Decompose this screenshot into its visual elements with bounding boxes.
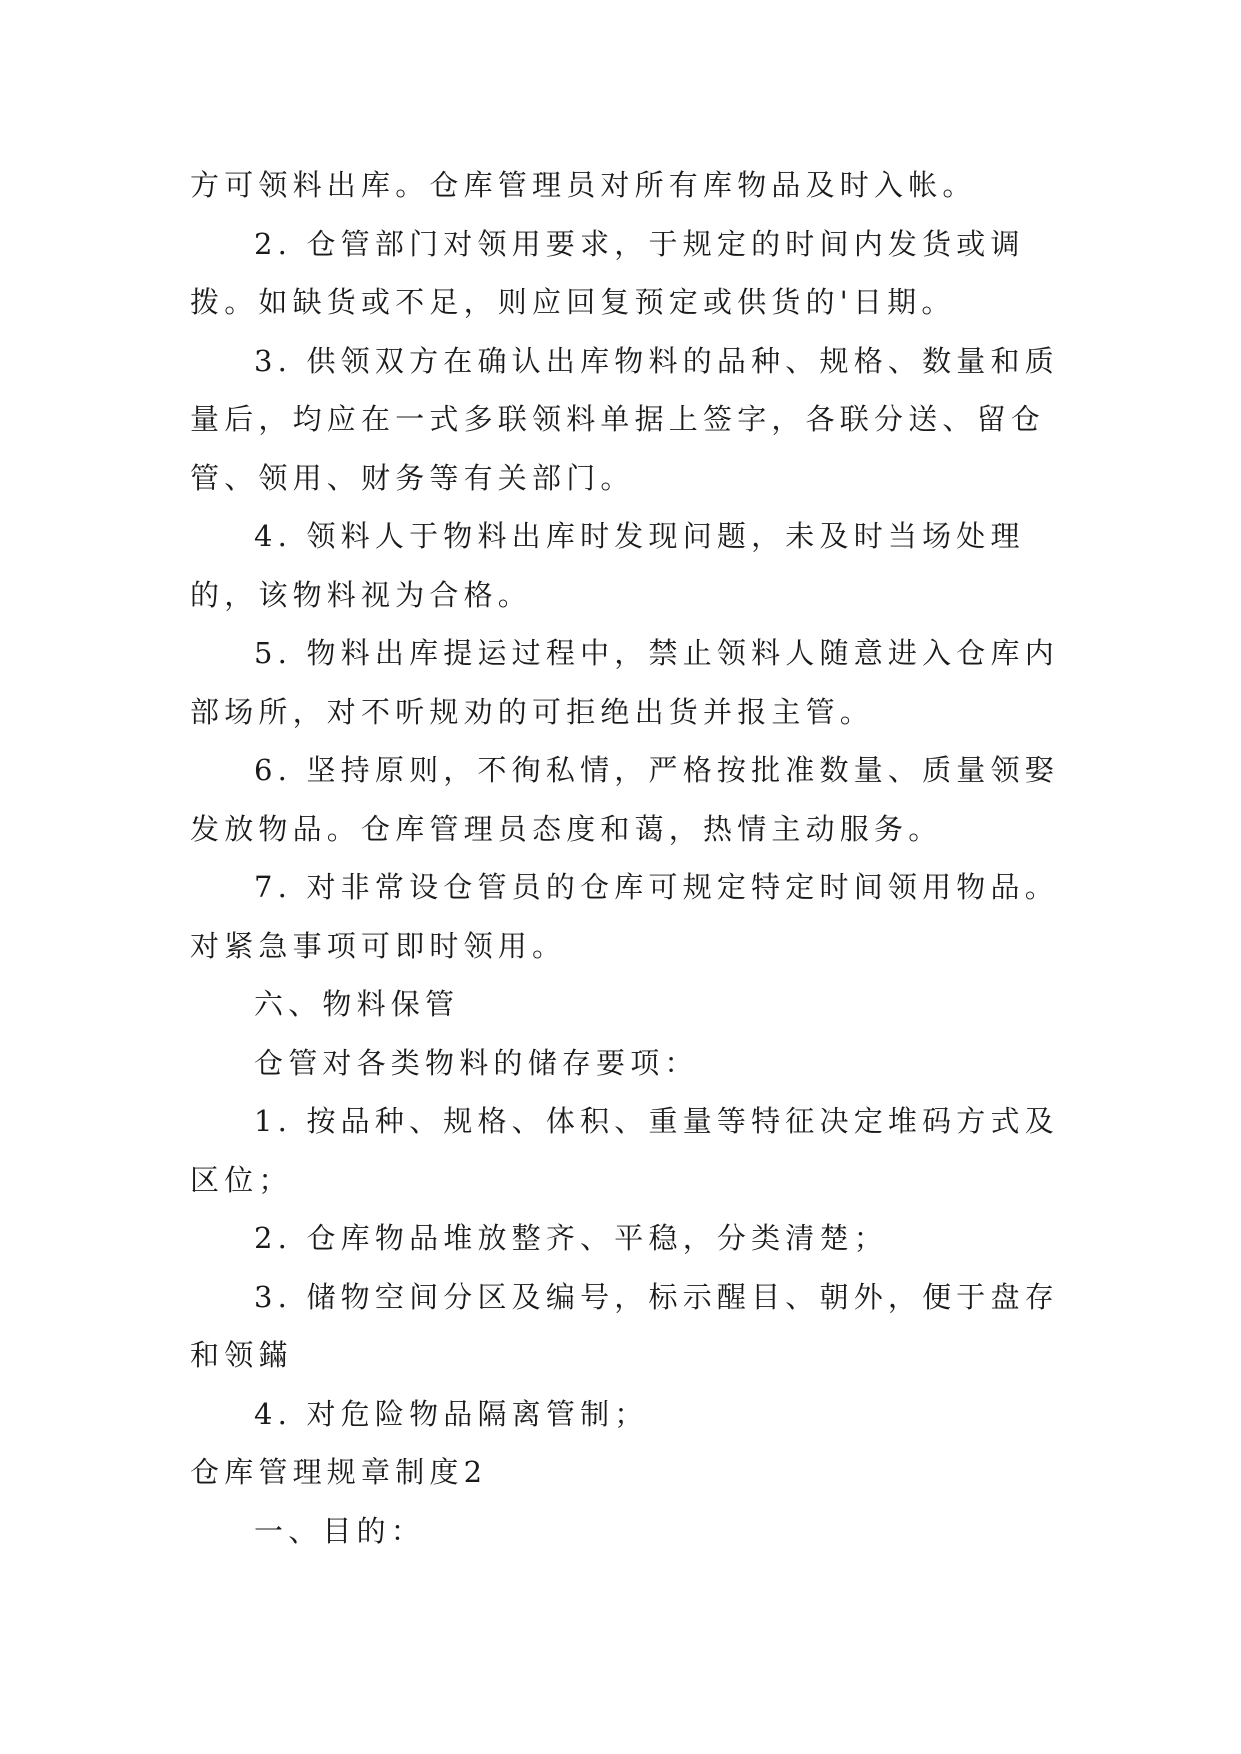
paragraph-storage-1: 1. 按品种、规格、体积、重量等特征决定堆码方式及区位；: [190, 1104, 1059, 1197]
paragraph-storage-3: 3. 储物空间分区及编号，标示醒目、朝外，便于盘存和领鏋: [190, 1279, 1059, 1372]
paragraph-storage-intro: 仓管对各类物料的储存要项：: [254, 1045, 699, 1080]
paragraph-4: 4. 领料人于物料出库时发现问题，未及时当场处理的，该物料视为合格。: [190, 519, 1025, 612]
paragraph-1: 方可领料出库。仓库管理员对所有库物品及时入帐。: [190, 168, 977, 202]
paragraph-6: 6. 坚持原则，不徇私情，严格按批准数量、质量领娶发放物品。仓库管理员态度和蔼，热情主动服务。: [190, 753, 1059, 846]
section-heading-material-storage: 六、物料保管: [254, 987, 460, 1021]
section-title: 仓库管理规章制度2: [190, 1455, 488, 1489]
paragraph-7: 7. 对非常设仓管员的仓库可规定特定时间领用物品。对紧急事项可即时领用。: [190, 870, 1059, 963]
paragraph-5: 5. 物料出库提运过程中，禁止领料人随意进入仓库内部场所，对不听规劝的可拒绝出货并报主管。: [190, 636, 1059, 729]
section-first-heading: 一、目的：: [254, 1513, 426, 1548]
document-body: [190, 156, 1070, 1560]
paragraph-2: 2. 仓管部门对领用要求，于规定的时间内发货或调拨。如缺货或不足，则应回复预定或供货的'日期。: [190, 226, 1025, 319]
paragraph-storage-2: 2. 仓库物品堆放整齐、平稳，分类清楚；: [254, 1221, 888, 1255]
paragraph-storage-4: 4. 对危险物品隔离管制；: [254, 1396, 649, 1431]
paragraph-3: 3. 供领双方在确认出库物料的品种、规格、数量和质量后，均应在一式多联领料单据上签字，各联分送、留仓管、领用、财务等有关部门。: [190, 343, 1059, 495]
